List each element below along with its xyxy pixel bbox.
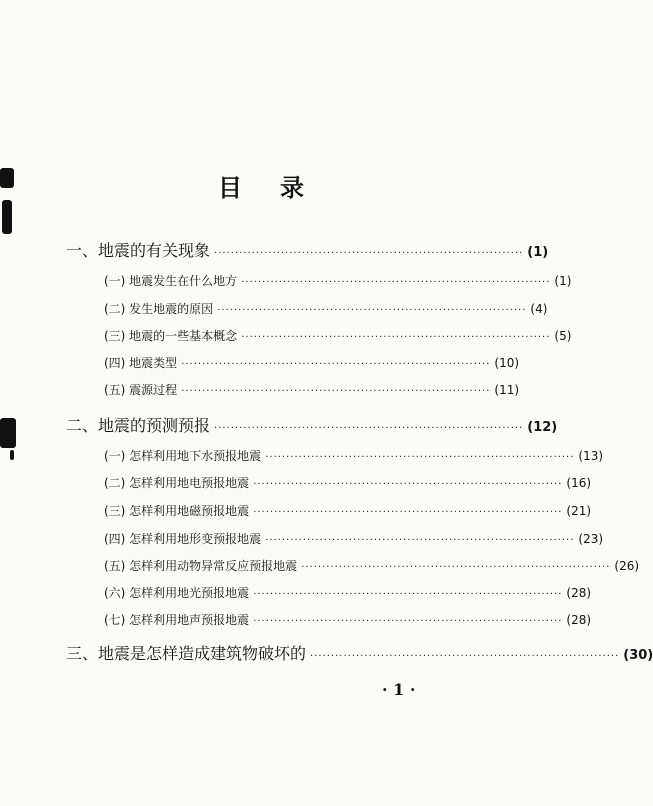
section-title: (六) 怎样利用地光预报地震 (104, 586, 250, 600)
chapter-title: 一、地震的有关现象 (66, 241, 211, 260)
section-page-number: (26) (614, 559, 640, 573)
toc-section[interactable] (104, 272, 572, 289)
dot-leader: ·········································································· (214, 423, 524, 434)
section-title: (四) 地震类型 (104, 356, 178, 370)
toc-chapter[interactable] (66, 413, 558, 436)
toc-section[interactable] (104, 327, 572, 344)
section-page-number: (1) (554, 274, 572, 288)
section-title: (三) 怎样利用地磁预报地震 (104, 504, 250, 518)
scan-blotch (2, 200, 12, 234)
toc-section[interactable] (104, 584, 592, 601)
dot-leader: ·········································································· (253, 507, 563, 518)
section-title: (五) 怎样利用动物异常反应预报地震 (104, 559, 298, 573)
title-char-2: 录 (280, 174, 304, 202)
section-title: (七) 怎样利用地声预报地震 (104, 613, 250, 627)
section-title: (三) 地震的一些基本概念 (104, 329, 238, 343)
section-title: (一) 怎样利用地下水预报地震 (104, 449, 262, 463)
toc-section[interactable] (104, 300, 548, 317)
section-title: (四) 怎样利用地形变预报地震 (104, 532, 262, 546)
section-page-number: (10) (494, 356, 520, 370)
toc-section[interactable] (104, 557, 640, 574)
dot-leader: ·········································································· (181, 386, 491, 397)
chapter-title: 二、地震的预测预报 (66, 416, 211, 435)
toc-section[interactable] (104, 447, 604, 464)
dot-leader: ·········································································· (265, 452, 575, 463)
toc-chapter[interactable] (66, 641, 653, 664)
section-title: (二) 发生地震的原因 (104, 302, 214, 316)
dot-leader: ·········································································· (181, 359, 491, 370)
scan-blotch (0, 168, 14, 188)
toc-section[interactable] (104, 381, 520, 398)
section-page-number: (4) (530, 302, 548, 316)
section-page-number: (13) (578, 449, 604, 463)
toc-section[interactable] (104, 502, 592, 519)
section-page-number: (16) (566, 476, 592, 490)
section-title: (二) 怎样利用地电预报地震 (104, 476, 250, 490)
scan-blotch (10, 450, 14, 460)
section-page-number: (28) (566, 613, 592, 627)
dot-leader: ·········································································· (253, 616, 563, 627)
toc-section[interactable] (104, 530, 604, 547)
chapter-page-number: (1) (527, 245, 549, 260)
toc-section[interactable] (104, 474, 592, 491)
toc-section[interactable] (104, 611, 592, 628)
title-char-1: 目 (218, 174, 242, 202)
section-page-number: (5) (554, 329, 572, 343)
dot-leader: ·········································································· (301, 562, 611, 573)
section-page-number: (11) (494, 383, 520, 397)
section-page-number: (21) (566, 504, 592, 518)
dot-leader: ·········································································· (253, 479, 563, 490)
page-number: · 1 · (382, 680, 416, 699)
dot-leader: ·········································································· (253, 589, 563, 600)
section-title: (一) 地震发生在什么地方 (104, 274, 238, 288)
dot-leader: ·········································································· (217, 305, 527, 316)
chapter-page-number: (30) (623, 648, 653, 663)
section-title: (五) 震源过程 (104, 383, 178, 397)
toc-chapter[interactable] (66, 238, 549, 261)
chapter-title: 三、地震是怎样造成建筑物破坏的 (66, 644, 307, 663)
dot-leader: ·········································································· (214, 248, 524, 259)
dot-leader: ·········································································· (265, 535, 575, 546)
dot-leader: ·········································································· (241, 332, 551, 343)
section-page-number: (28) (566, 586, 592, 600)
dot-leader: ·········································································· (241, 277, 551, 288)
toc-section[interactable] (104, 354, 520, 371)
chapter-page-number: (12) (527, 420, 558, 435)
scan-blotch (0, 418, 16, 448)
section-page-number: (23) (578, 532, 604, 546)
dot-leader: ·········································································· (310, 651, 620, 662)
